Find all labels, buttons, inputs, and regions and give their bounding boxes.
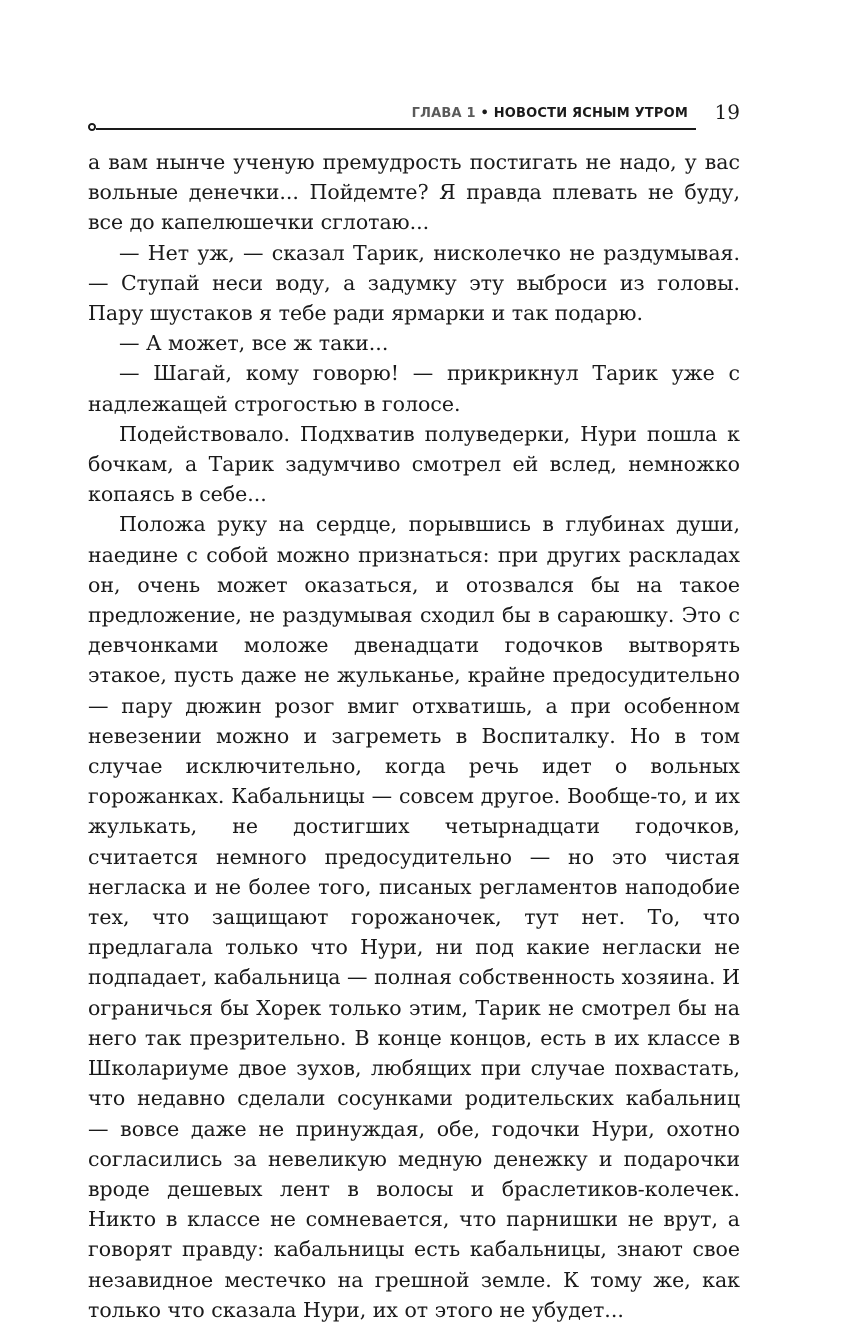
paragraph: Подействовало. Подхватив полуведерки, Нури пошла к бочкам, а Тарик задумчиво смотрел ей вслед, немножко копаясь в себе... [88,421,740,507]
header-separator: • [480,106,489,121]
header-rule [96,128,696,130]
running-head-text [412,106,688,121]
header-rule-dot [88,123,96,131]
paragraph: а вам нынче ученую премудрость постигать не надо, у вас вольные денечки... Пойдемте? Я правда плевать не буду, все до капелюшечки сглотаю... [88,150,740,235]
paragraph: — А может, все ж таки... [119,331,389,356]
running-header [88,100,740,140]
page-number: 19 [714,100,740,124]
chapter-label: ГЛАВА 1 [411,106,476,121]
paragraph: Положа руку на сердце, порывшись в глубинах души, наедине с собой можно признаться: при других раскладах он, очень может оказаться, и отозвался бы на такое предложение, не раздумывая сходил бы в сараюшку. Это с девчонками моложе двенадцати годочков вытворять этакое, пусть даже не жульканье, крайне предосудительно — пару дюжин розог вмиг отхватишь, а при особенном невезении можно и загреметь в Воспиталку. Но в том случае исключительно, когда речь идет о вольных горожанках. Кабальницы — совсем другое. Вообще-то, и их жулькать, не достигших четырнадцати годочков, считается немного предосудительно — но это чистая негласка и не более того, писаных регламентов наподобие тех, что защищают горожаночек, тут нет. То, что предлагала только что Нури, ни под какие негласки не подпадает, кабальница — полная собственность хозяина. И ограничься бы Хорек только этим, Тарик не смотрел бы на него так презрительно. В конце концов, есть в их классе в Школариуме двое зухов, любящих при случае похвастать, что недавно сделали сосунками родительских кабальниц — вовсе даже не принуждая, обе, годочки Нури, охотно согласились за невеликую медную денежку и подарочки вроде дешевых лент в волосы и браслетиков-колечек. Никто в классе не сомневается, что парнишки не врут, а говорят правду: кабальницы есть кабальницы, знают свое незавидное местечко на грешной земле. К тому же, как только что сказала Нури, их от этого не убудет... [88,512,740,1322]
paragraph: — Нет уж, — сказал Тарик, нисколечко не раздумывая. — Ступай неси воду, а задумку эту выброси из головы. Пару шустаков я тебе ради ярмарки и так подарю. [88,240,740,326]
body-text [88,147,740,1325]
chapter-title: НОВОСТИ ЯСНЫМ УТРОМ [493,106,688,121]
paragraph: — Шагай, кому говорю! — прикрикнул Тарик уже с надлежащей строгостью в голосе. [88,361,740,416]
